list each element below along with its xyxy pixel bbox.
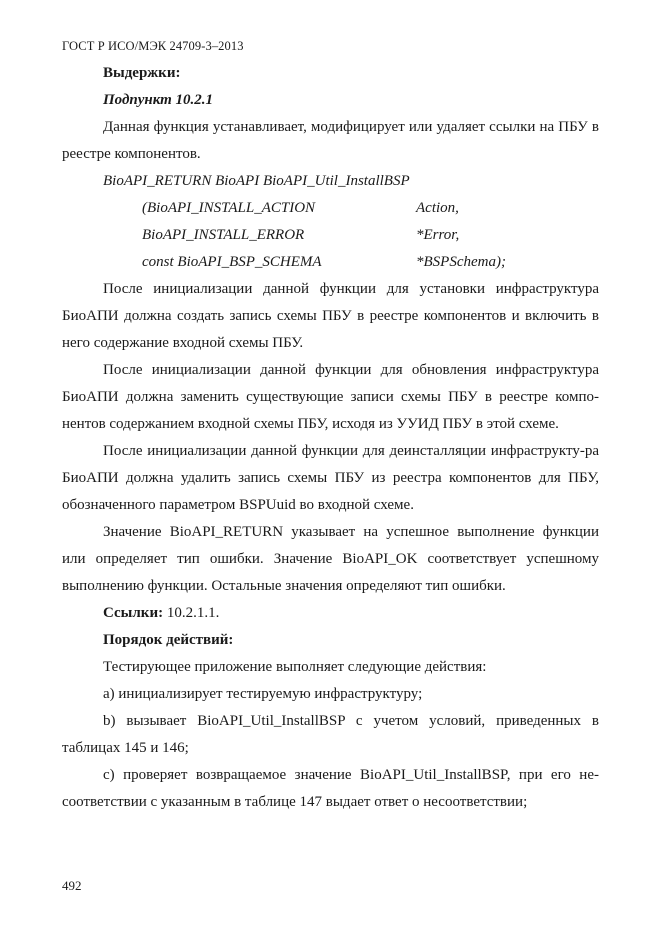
parameter-row [62,195,599,222]
parameter-value: *BSPSchema); [416,254,506,270]
return-paragraph: Значение BioAPI_RETURN указывает на успешное выполнение функции или определяет тип ошибки. Значение BioAPI_OK соответствует успешному выполнению функции. Остальные значения определяют тип ошибки. [62,524,599,594]
references-label: Ссылки: [103,605,164,621]
parameter-value: Action, [416,200,459,216]
excerpts-heading: Выдержки: [103,65,181,81]
update-paragraph: После инициализации данной функции для обновления инфраструктура БиоАПИ должна заменить существующие записи схемы ПБУ в реестре компо-нентов содержанием входной схемы ПБУ, исходя из УУИД ПБУ в этой схеме. [62,362,599,432]
references-line [62,600,599,627]
step-c: c) проверяет возвращаемое значение BioAPI_Util_InstallBSP, при его не-соответствии с указанным в таблице 147 выдает ответ о несоответствии; [62,767,599,810]
parameter-value: *Error, [416,227,460,243]
function-signature: BioAPI_RETURN BioAPI BioAPI_Util_InstallBSP [103,173,410,189]
parameter-name: (BioAPI_INSTALL_ACTION [142,200,316,216]
parameter-name: const BioAPI_BSP_SCHEMA [142,254,322,270]
parameter-list [62,195,599,276]
parameter-row [62,222,599,249]
parameter-row [62,249,599,276]
procedure-heading: Порядок действий: [103,632,234,648]
step-b: b) вызывает BioAPI_Util_InstallBSP с учетом условий, приведенных в таблицах 145 и 146; [62,713,599,756]
intro-paragraph: Данная функция устанавливает, модифицирует или удаляет ссылки на ПБУ в реестре компонентов. [62,119,599,162]
parameter-name: BioAPI_INSTALL_ERROR [142,227,305,243]
uninstall-paragraph: После инициализации данной функции для деинсталляции инфраструкту-ра БиоАПИ должна удалить запись схемы ПБУ из реестра компонентов для ПБУ, обозначенного параметром BSPUuid во входной схеме. [62,443,599,513]
subclause-heading: Подпункт 10.2.1 [103,92,214,108]
step-a: a) инициализирует тестируемую инфраструктуру; [103,686,423,702]
page-number: 492 [62,878,82,893]
install-paragraph: После инициализации данной функции для установки инфраструктура БиоАПИ должна создать запись схемы ПБУ в реестре компонентов и включить в него содержание входной схемы ПБУ. [62,281,599,351]
page-body [62,60,599,816]
references-value: 10.2.1.1. [166,605,220,621]
procedure-intro: Тестирующее приложение выполняет следующие действия: [103,659,487,675]
page-header: ГОСТ Р ИСО/МЭК 24709-3–2013 [62,39,244,53]
